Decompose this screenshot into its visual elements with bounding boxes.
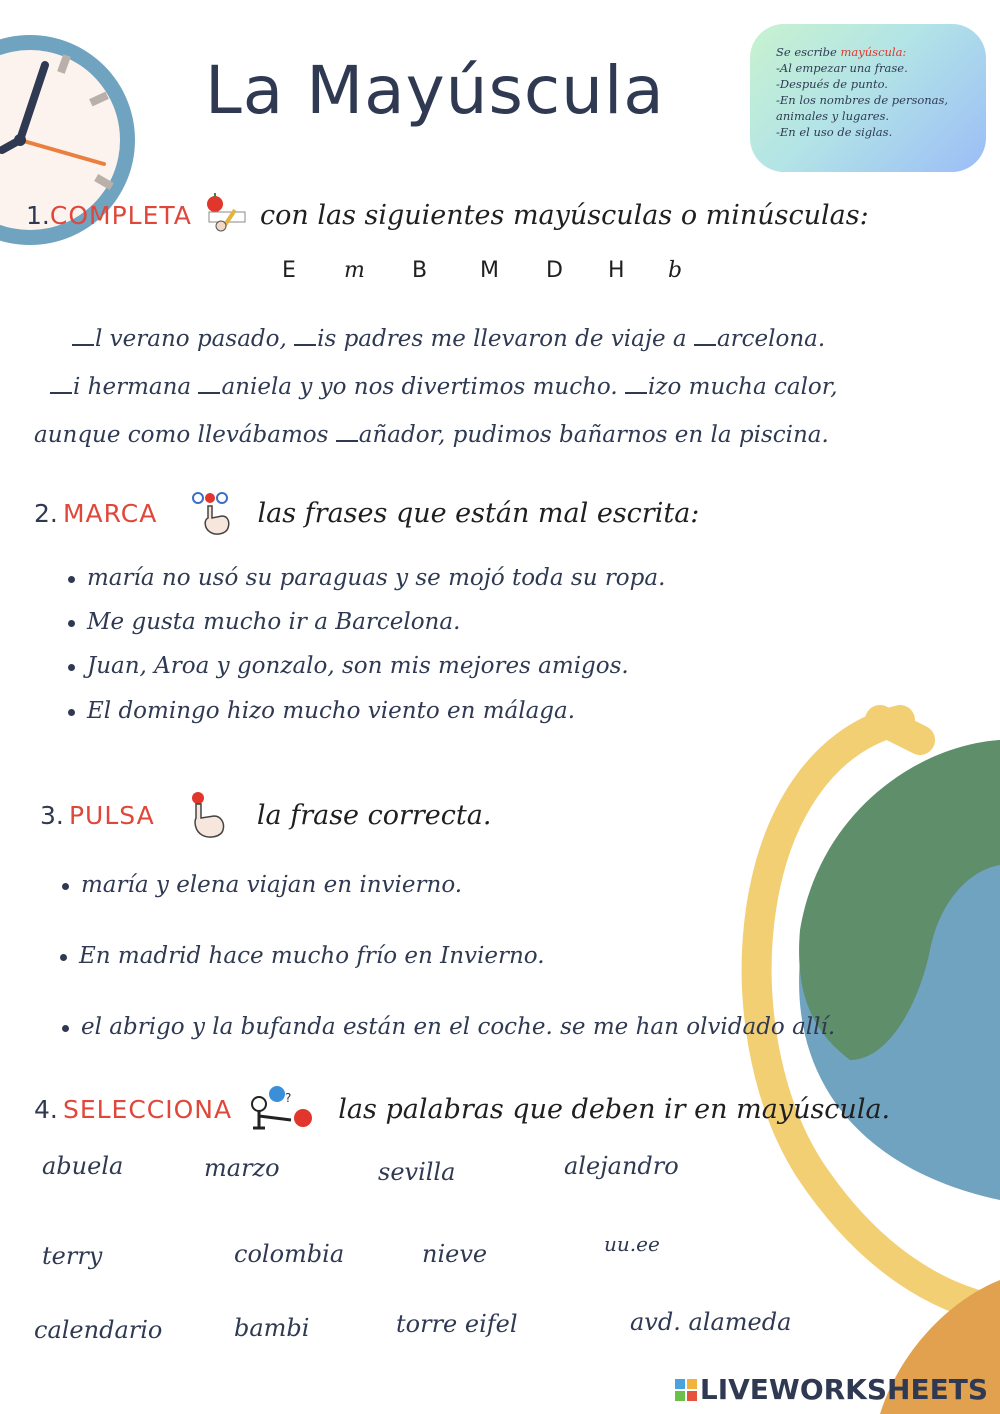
note-prefix: Se escribe [776,45,837,59]
mark-option[interactable] [68,653,629,679]
section2-instruction: las frases que están mal escrita: [257,498,700,529]
option-text: Me gusta mucho ir a Barcelona. [87,609,461,635]
press-option[interactable] [60,943,545,969]
section2-number: 2. [34,499,58,528]
word-option[interactable]: terry [42,1242,103,1270]
option-text: En madrid hace mucho frío en Invierno. [79,943,545,969]
fill-text: añador, pudimos bañarnos en la piscina. [358,422,829,448]
bullet [62,1025,69,1032]
logo-text: LIVEWORKSHEETS [699,1373,988,1406]
option-text: maría y elena viajan en invierno. [81,872,463,898]
bullet [60,954,67,961]
letter-option[interactable]: B [412,258,428,283]
letter-option[interactable]: D [546,258,563,283]
globe-decoration [700,700,1000,1414]
pencil-apple-icon [201,192,251,232]
fill-text: aunque como llevábamos [34,422,336,448]
note-rule: -En los nombres de personas, [776,93,949,107]
section2-heading [34,492,699,536]
note-rule: -Al empezar una frase. [776,61,908,75]
logo-mark-icon [675,1379,697,1401]
option-text: maría no usó su paraguas y se mojó toda su ropa. [87,565,666,591]
fill-text: arcelona. [716,326,826,352]
bullet [68,664,75,671]
liveworksheets-logo [675,1373,988,1406]
letter-option[interactable]: b [668,258,683,283]
hand-marker-icon [190,492,240,536]
note-rule: -Después de punto. [776,77,888,91]
word-option[interactable]: bambi [234,1314,310,1342]
fill-line [34,422,829,448]
section4-heading [34,1080,890,1138]
fill-text: aniela y yo nos divertimos mucho. [221,374,625,400]
letter-option[interactable]: M [480,258,499,283]
note-highlight: mayúscula: [840,45,907,59]
rules-note [750,24,986,172]
bullet [68,709,75,716]
mark-option[interactable] [68,565,665,591]
note-rule: animales y lugares. [776,109,890,123]
blank-input[interactable] [72,342,94,346]
word-option[interactable]: abuela [42,1152,124,1180]
blank-input[interactable] [50,390,72,394]
word-option[interactable]: avd. alameda [630,1308,792,1336]
section2-verb: MARCA [62,499,158,528]
word-option[interactable]: calendario [34,1316,163,1344]
section4-verb: SELECCIONA [62,1095,233,1124]
section4-number: 4. [34,1095,58,1124]
word-option[interactable]: sevilla [378,1158,456,1186]
svg-text:?: ? [285,1091,292,1105]
fill-line [50,374,838,400]
bullet [62,883,69,890]
blank-input[interactable] [294,342,316,346]
blank-input[interactable] [694,342,716,346]
page-title: La Mayúscula [205,52,665,129]
mark-option[interactable] [68,698,575,724]
section3-heading [40,790,491,840]
option-text: el abrigo y la bufanda están en el coche. se me han olvidado allí. [81,1014,836,1040]
word-option[interactable]: torre eifel [396,1310,518,1338]
section1-heading [26,192,869,232]
bullet [68,576,75,583]
section3-verb: PULSA [68,801,155,830]
note-rule: -En el uso de siglas. [776,125,893,139]
option-text: Juan, Aroa y gonzalo, son mis mejores amigos. [87,653,629,679]
word-option[interactable]: colombia [234,1240,345,1268]
option-text: El domingo hizo mucho viento en málaga. [87,698,576,724]
hand-press-icon [188,790,234,840]
letter-option[interactable]: H [608,258,625,283]
section3-instruction: la frase correcta. [256,800,492,831]
section1-verb: COMPLETA [49,201,192,230]
press-option[interactable] [62,1014,835,1040]
word-option[interactable]: uu.ee [604,1232,660,1256]
section4-instruction: las palabras que deben ir en mayúscula. [338,1094,891,1125]
bullet [68,620,75,627]
blank-input[interactable] [625,390,647,394]
section1-number: 1. [26,201,50,230]
word-option[interactable]: alejandro [564,1152,679,1180]
letter-option[interactable]: m [344,258,365,283]
blank-input[interactable] [198,390,220,394]
word-option[interactable]: nieve [422,1240,488,1268]
fill-text: is padres me llevaron de viaje a [317,326,694,352]
fill-text: i hermana [73,374,199,400]
section1-instruction: con las siguientes mayúsculas o minúsculas: [259,200,869,231]
paint-select-icon [247,1080,319,1138]
mark-option[interactable] [68,609,460,635]
letter-option[interactable]: E [282,258,296,283]
blank-input[interactable] [336,438,358,442]
press-option[interactable] [62,872,462,898]
fill-text: l verano pasado, [95,326,295,352]
fill-line [72,326,825,352]
section3-number: 3. [40,801,64,830]
word-option[interactable]: marzo [204,1154,280,1182]
fill-text: izo mucha calor, [648,374,838,400]
